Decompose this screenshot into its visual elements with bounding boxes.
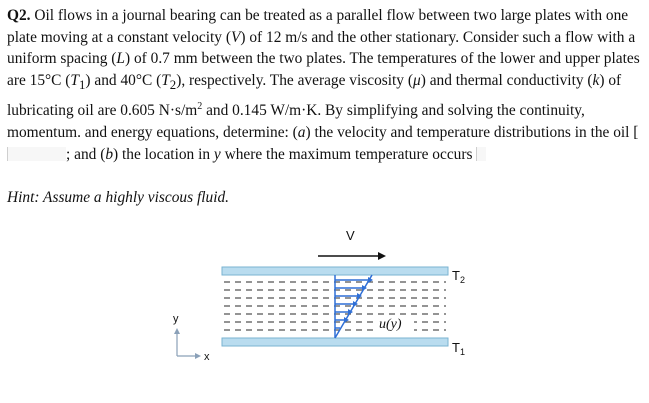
lower-temp-label: $T_1$: [452, 340, 465, 357]
symbol-viscosity: μ: [412, 71, 421, 89]
symbol-part-b: b: [105, 145, 114, 163]
redacted-gap: [7, 147, 66, 161]
question-sentence: ) of 12 m/s and the other stationary. Consider such a flow with a uniform spacing (: [7, 28, 636, 68]
symbol-conductivity: k: [592, 71, 600, 89]
symbol-spacing: L: [116, 50, 125, 68]
question-sentence: ) of lubricating oil are 0.605 N·s/m: [7, 71, 622, 120]
superscript-squared: 2: [197, 101, 203, 113]
symbol-t2-sub: 2: [169, 77, 177, 92]
x-axis-label: x: [204, 351, 210, 363]
question-sentence: ) the velocity and temperature distributions in the oil [: [305, 124, 639, 142]
profile-label: u(y): [379, 317, 402, 332]
velocity-arrowhead: [378, 252, 386, 260]
y-axis-arrowhead: [174, 328, 180, 334]
symbol-velocity: V: [230, 28, 241, 46]
x-axis-arrowhead: [195, 353, 201, 359]
question-sentence: where the maximum temperature occurs: [220, 145, 477, 163]
question-sentence: ) and thermal conductivity (: [420, 71, 593, 89]
redacted-gap: [476, 147, 486, 161]
symbol-t1: T: [70, 71, 79, 89]
symbol-t2: T: [161, 71, 170, 89]
question-sentence: ; and (: [66, 145, 106, 163]
upper-plate: [222, 267, 448, 275]
question-sentence: ) and 40°C (: [85, 71, 162, 89]
couette-flow-figure: [150, 226, 480, 376]
upper-temp-label: $T_2$: [452, 268, 465, 285]
y-axis-label: y: [173, 313, 179, 325]
velocity-label: V: [346, 228, 355, 243]
coordinate-axes: [173, 313, 210, 363]
hint-text: Hint: Assume a highly viscous fluid.: [7, 189, 230, 206]
symbol-part-a: a: [297, 124, 306, 142]
question-text: [7, 5, 643, 165]
symbol-y: y: [213, 145, 221, 163]
question-sentence: and 0.145 W/m·K. By simplifying and solving the continuity, momentum. and energy equations, determine: (: [7, 102, 585, 142]
symbol-t1-sub: 1: [78, 77, 86, 92]
question-sentence: ) of 0.7 mm between the two plates. The temperatures of the lower and upper plates are 15°C (: [7, 50, 640, 89]
question-sentence: ), respectively. The average viscosity (: [176, 71, 413, 89]
question-sentence: ) the location in: [113, 145, 214, 163]
lower-plate: [222, 338, 448, 346]
question-label: Q2.: [7, 7, 31, 24]
question-sentence: Oil flows in a journal bearing can be treated as a parallel flow between two large plates with one plate moving at a constant velocity (: [7, 7, 629, 46]
